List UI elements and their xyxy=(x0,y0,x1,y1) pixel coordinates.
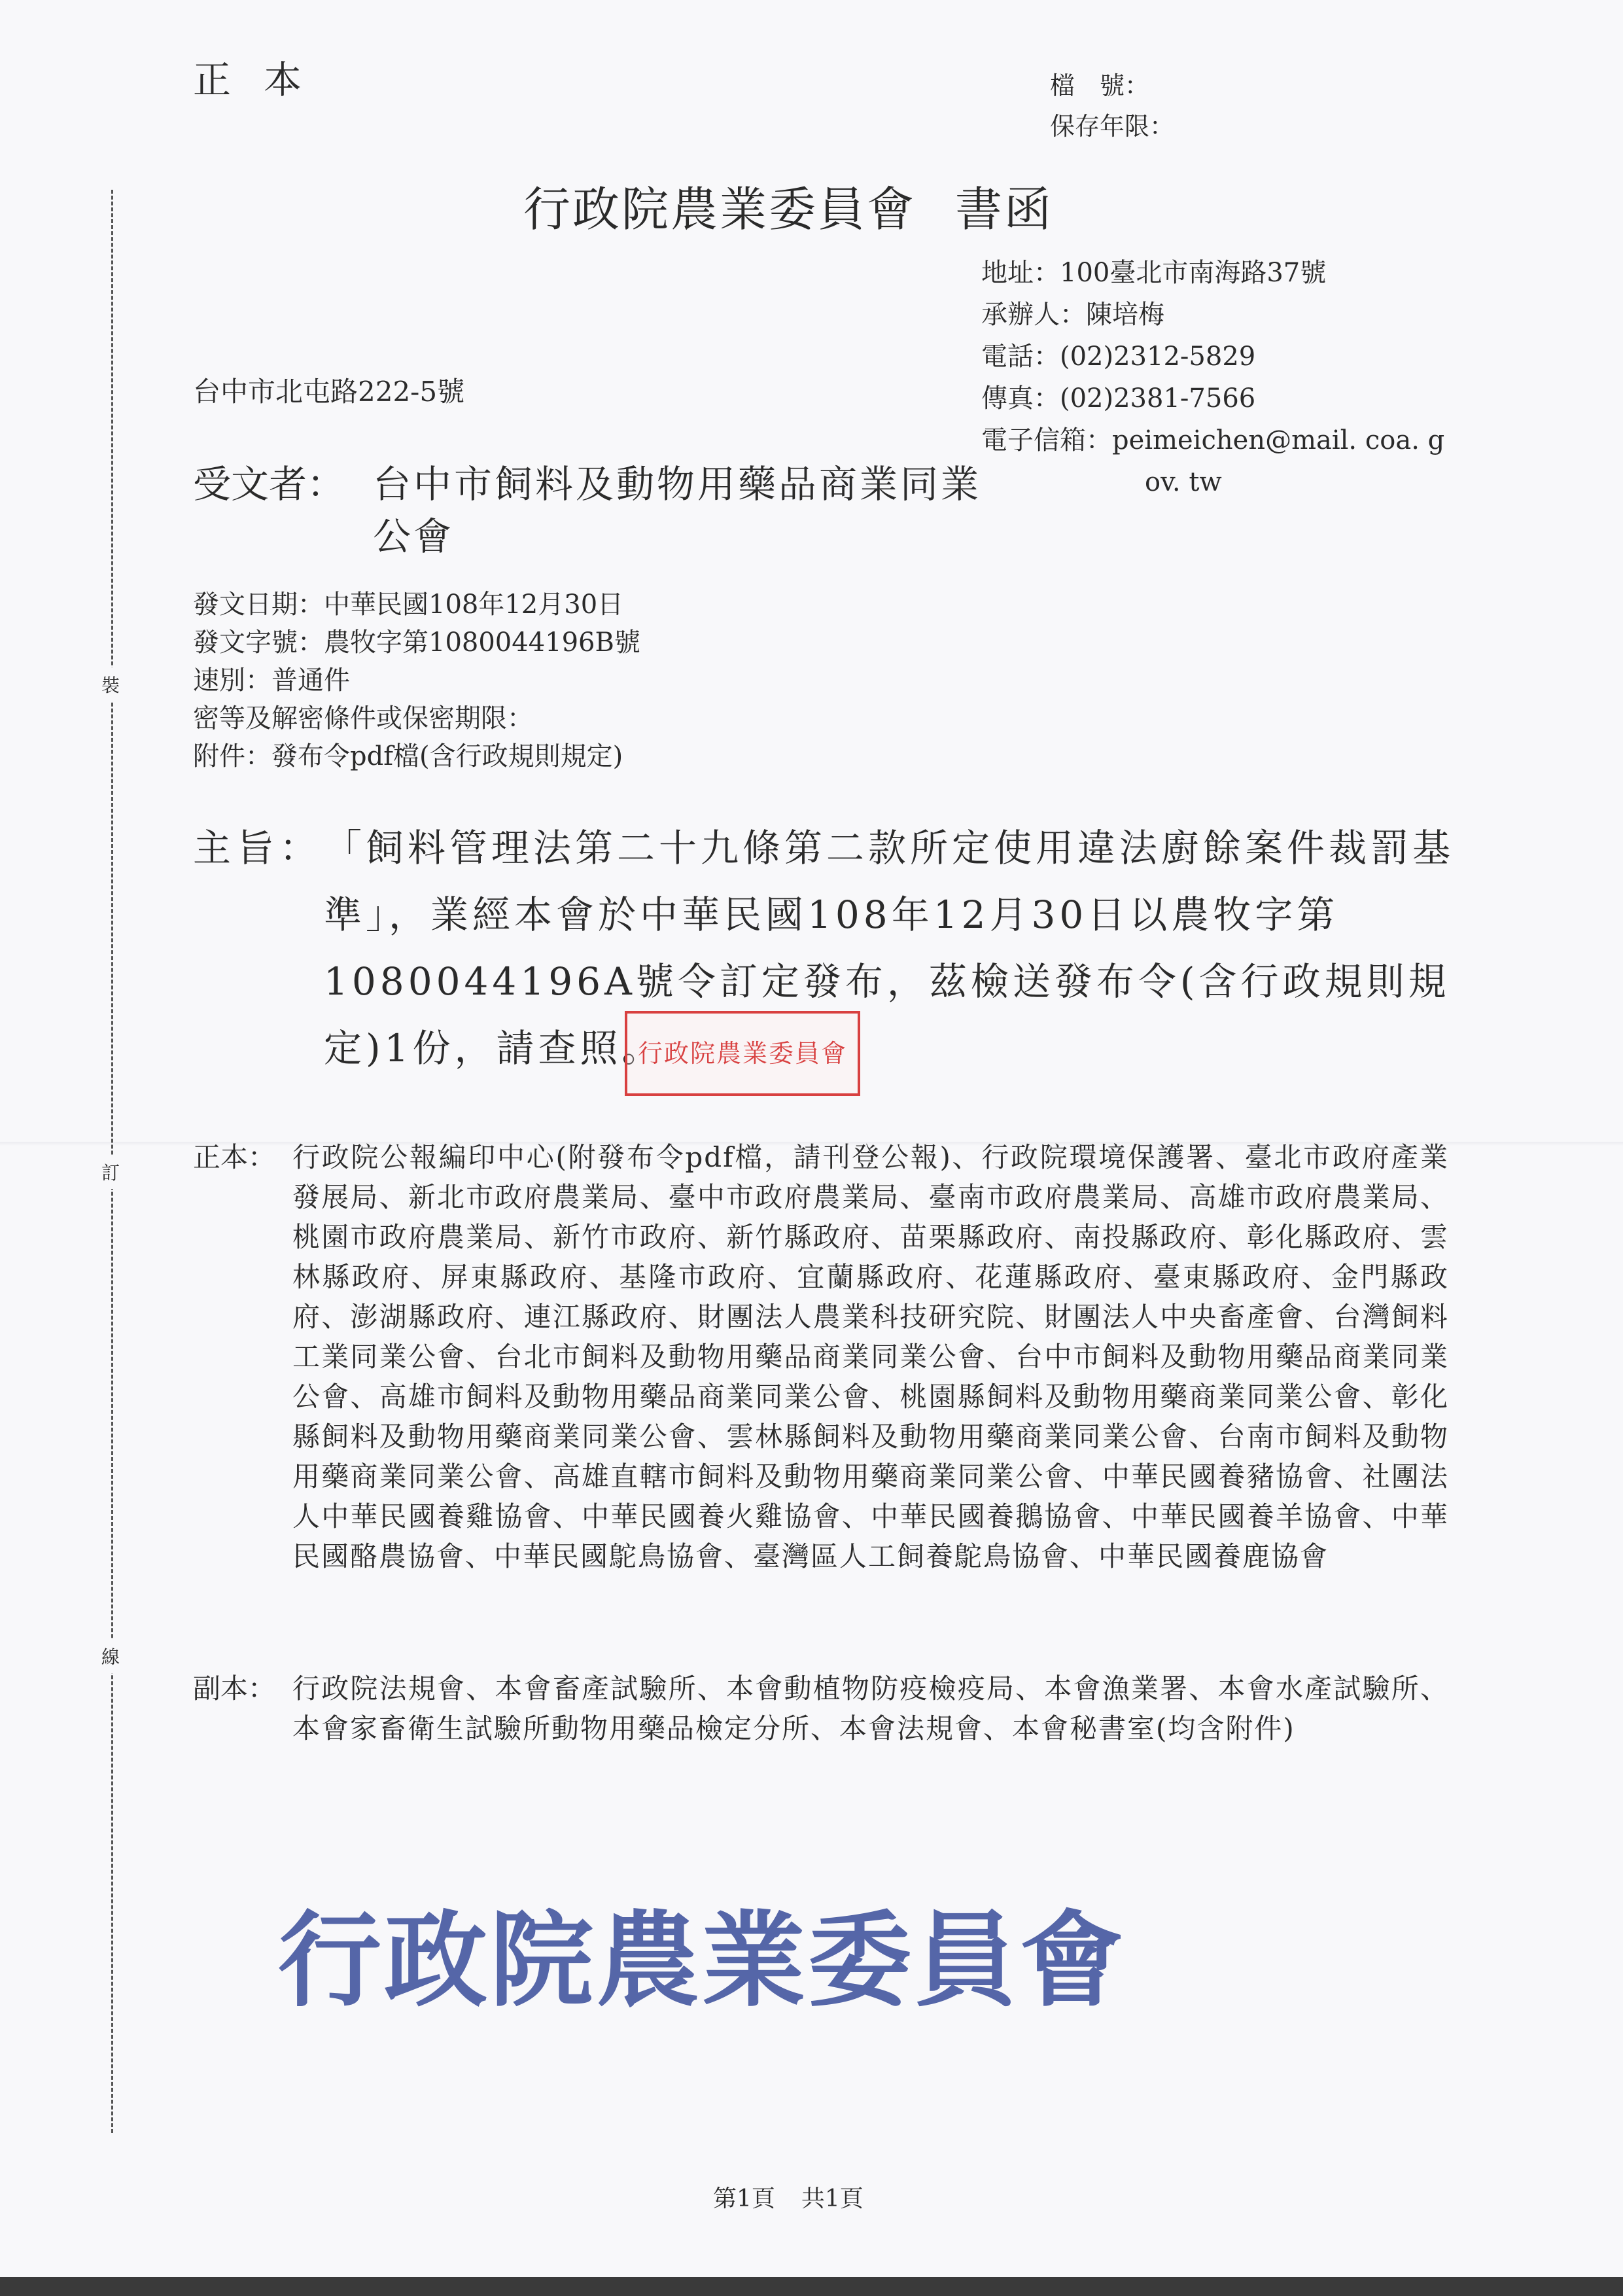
issue-info xyxy=(193,586,640,775)
contact-email xyxy=(981,419,1444,461)
copy-mark: 正本 xyxy=(193,58,335,102)
binding-label-ding: 訂 xyxy=(101,1155,120,1189)
file-meta xyxy=(1050,65,1174,147)
contact-officer: 承辦人：陳培梅 xyxy=(981,300,1164,330)
issue-classification: 密等及解密條件或保密期限： xyxy=(193,703,533,733)
recipient xyxy=(193,458,1004,563)
contact-fax: 傳真：(02)2381-7566 xyxy=(981,383,1256,414)
binding-label-xian: 線 xyxy=(101,1639,120,1673)
issue-number: 發文字號：農牧字第1080044196B號 xyxy=(193,627,640,658)
binding-label-zhuang: 裝 xyxy=(101,667,120,701)
email-value: peimeichen@mail. coa. g xyxy=(1112,425,1445,455)
file-number-label: 檔 號： xyxy=(1050,71,1150,100)
distribution-main-label: 正本： xyxy=(193,1141,276,1173)
sender-address: 台中市北屯路222-5號 xyxy=(193,376,465,408)
document-type: 書函 xyxy=(955,182,1054,237)
contact-email-cont: ov. tw xyxy=(1145,467,1222,497)
recipient-value: 台中市飼料及動物用藥品商業同業公會 xyxy=(373,462,982,559)
document-title xyxy=(523,171,1053,239)
distribution-cc-label: 副本： xyxy=(193,1672,276,1704)
recipient-label: 受文者： xyxy=(193,462,345,506)
scan-edge xyxy=(0,2277,1623,2296)
issue-date: 發文日期：中華民國108年12月30日 xyxy=(193,590,624,620)
page-current: 第1頁 xyxy=(713,2185,775,2212)
distribution-cc-text: 行政院法規會、本會畜產試驗所、本會動植物防疫檢疫局、本會漁業署、本會水產試驗所、本會家畜衛生試驗所動物用藥品檢定分所、本會法規會、本會秘書室(均含附件) xyxy=(292,1672,1449,1744)
subject-text: 「飼料管理法第二十九條第二款所定使用違法廚餘案件裁罰基準」，業經本會於中華民國108年12月30日以農牧字第1080044196A號令訂定發布，茲檢送發布令(含行政規則規定)1份，請查照。 xyxy=(324,826,1455,1070)
retention-label: 保存年限： xyxy=(1050,112,1175,141)
signature-seal: 行政院農業委員會 xyxy=(278,1901,1126,2021)
issue-speed: 速別：普通件 xyxy=(193,665,350,696)
page-number xyxy=(713,2180,864,2214)
distribution-main xyxy=(193,1137,1449,1576)
page-total: 共1頁 xyxy=(801,2185,864,2212)
distribution-main-text: 行政院公報編印中心(附發布令pdf檔，請刊登公報)、行政院環境保護署、臺北市政府產業發展局、新北市政府農業局、臺中市政府農業局、臺南市政府農業局、高雄市政府農業局、桃園市政府農業局、新竹市政府、新竹縣政府、苗栗縣政府、南投縣政府、彰化縣政府、雲林縣政府、屏東縣政府、基隆市政府、宜蘭縣政府、花蓮縣政府、臺東縣政府、金門縣政府、澎湖縣政府、連江縣政府、財團法人農業科技研究院、財團法人中央畜產會、台灣飼料工業同業公會、台北市飼料及動物用藥品商業同業公會、台中市飼料及動物用藥品商業同業公會、高雄市飼料及動物用藥品商業同業公會、桃園縣飼料及動物用藥商業同業公會、彰化縣飼料及動物用藥商業同業公會、雲林縣飼料及動物用藥商業同業公會、台南市飼料及動物用藥商業同業公會、高雄直轄市飼料及動物用藥商業同業公會、中華民國養豬協會、社團法人中華民國養雞協會、中華民國養火雞協會、中華民國養鵝協會、中華民國養羊協會、中華民國酪農協會、中華民國鴕鳥協會、臺灣區人工飼養鴕鳥協會、中華民國養鹿協會 xyxy=(292,1141,1449,1572)
issue-attachment: 附件：發布令pdf檔(含行政規則規定) xyxy=(193,741,623,771)
contact-phone: 電話：(02)2312-5829 xyxy=(981,342,1256,372)
email-label: 電子信箱： xyxy=(981,425,1112,455)
agency-name: 行政院農業委員會 xyxy=(523,182,916,237)
contact-address: 地址：100臺北市南海路37號 xyxy=(981,258,1327,288)
distribution-cc xyxy=(193,1669,1449,1748)
official-stamp: 行政院農業委員會 xyxy=(625,1011,860,1096)
subject-label: 主旨： xyxy=(193,826,323,870)
contact-block xyxy=(981,252,1444,503)
